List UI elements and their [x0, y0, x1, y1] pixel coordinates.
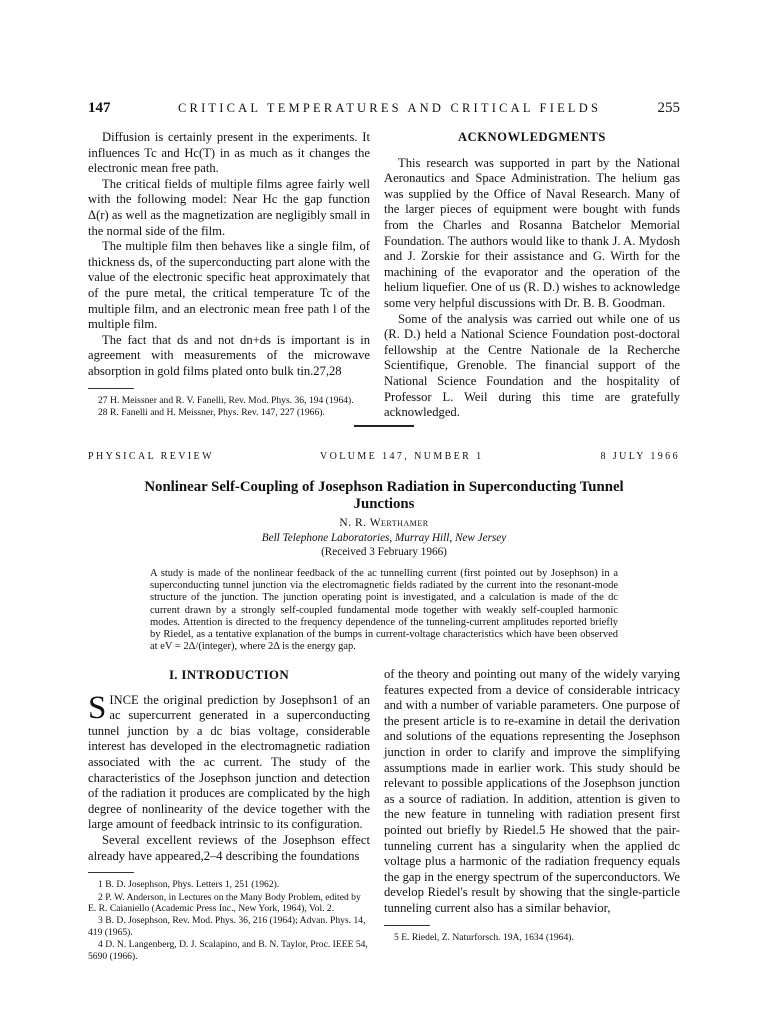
author: N. R. Werthamer [339, 517, 429, 529]
acknowledgments-heading: ACKNOWLEDGMENTS [458, 130, 606, 144]
issue-date: 8 JULY 1966 [600, 451, 680, 462]
footnotes [384, 932, 680, 943]
introduction-heading: I. INTRODUCTION [168, 667, 290, 682]
article-title: Nonlinear Self-Coupling of Josephson Radiation in Superconducting Tunnel Junctions [144, 479, 624, 512]
footnote: 28 R. Fanelli and H. Meissner, Phys. Rev. 147, 227 (1966). [98, 406, 325, 418]
paragraph: Some of the analysis was carried out while one of us (R. D.) held a National Science Foundation post-doctoral fellowship at the Centre Nationale de la Recherche Scientifique, Grenoble. The financial support of the National Science Foundation and the hospitality of Professor L. Weil during this time are gratefully acknowledged. [384, 311, 680, 420]
footnote-divider [384, 925, 430, 926]
abstract: A study is made of the nonlinear feedback of the ac tunnelling current (first pointed out by Josephson) in a superconducting tunnel junction via the electromagnetic fields radiated by the current into the resonant-mode structure of the junction. The junction operating point is investigated, and a calculation is made of the dc current drawn by a strongly self-coupled fundamental mode together with weakly self-coupled harmonic modes. Attention is directed to the frequency dependence of the tunneling-current amplitudes reported briefly by Riedel, as a tentative explanation of the bumps in current-voltage characteristics which have been observed at eV = 2Δ/(integer), where 2Δ is the energy gap. [150, 568, 618, 653]
footnotes [88, 879, 370, 962]
footnote: 2 P. W. Anderson, in Lectures on the Many Body Problem, edited by E. R. Caianiello (Academic Press Inc., New York, 1964), Vol. 2. [88, 891, 361, 914]
paragraph: The multiple film then behaves like a single film, of thickness ds, of the superconducting part alone with the value of the electronic specific heat approximately that of the pure metal, the critical temperature Tc of the multiple film, and an electronic mean free path l of the multiple film. [88, 239, 370, 332]
volume-number: VOLUME 147, NUMBER 1 [320, 451, 484, 462]
footnote: 27 H. Meissner and R. V. Fanelli, Rev. Mod. Phys. 36, 194 (1964). [98, 394, 354, 406]
acknowledgments-section [384, 130, 680, 421]
paragraph: of the theory and pointing out many of the widely varying features expected from a device of considerable intricacy and with a number of variable parameters. One purpose of the present article is to re-examine in detail the derivation and solutions of the equations representing the Josephson junction in order to clarify and improve the simplifying assumptions made in earlier work. This study should be relevant to possible applications of the Josephson junction as a source of radiation. In addition, attention is given to the new feature in tunneling with radiation present first pointed out briefly by Riedel.5 He showed that the pair-tunneling current has a singularity when the applied dc voltage plus a harmonic of the radiation frequency equals the gap in the energy spectrum of the superconductors. We develop Riedel's result by showing that the single-particle tunneling current also has a similar behavior, [384, 667, 680, 915]
footnote: 1 B. D. Josephson, Phys. Letters 1, 251 (1962). [98, 879, 280, 891]
right-page-number: 255 [657, 100, 680, 116]
paragraph [88, 689, 370, 833]
introduction-left-column [88, 667, 370, 963]
running-head-title: CRITICAL TEMPERATURES AND CRITICAL FIELDS [178, 101, 602, 115]
footnote: 5 E. Riedel, Z. Naturforsch. 19A, 1634 (1964). [394, 931, 574, 943]
footnote: 4 D. N. Langenberg, D. J. Scalapino, and B. N. Taylor, Proc. IEEE 54, 5690 (1966). [88, 939, 368, 962]
paragraph-text: INCE the original prediction by Josephson1 of an ac supercurrent generated in a superconducting tunnel junction by a dc bias voltage, considerable interest has developed in the electromagnetic radiation associated with the ac current. The study of the characteristics of the Josephson junction and detection of the radiation it produces are complicated by the high degree of nonlinearity of the device together with the large amount of feedback intrinsic to its configuration. [88, 692, 370, 832]
article-separator [354, 425, 414, 427]
footnote-divider [88, 872, 134, 873]
affiliation: Bell Telephone Laboratories, Murray Hill, New Jersey [261, 532, 507, 544]
footnotes [88, 395, 370, 419]
paragraph: The fact that ds and not dn+ds is important is in agreement with measurements of the microwave absorption in gold films plated onto bulk tin.27,28 [88, 332, 370, 378]
paragraph: Several excellent reviews of the Josephson effect already have appeared,2–4 describing the foundations [88, 832, 370, 863]
paragraph: This research was supported in part by the National Aeronautics and Space Administration. The helium gas was supplied by the Office of Naval Research. Many of the larger pieces of equipment were bought with funds from the Charles and Rosanna Batchelor Memorial Foundation. The authors would like to thank J. A. Mydosh and J. Zorskie for their assistance and G. Wirth for the machining of the evaporator and the operation of the helium liquefier. One of us (R. D.) wishes to acknowledge some very helpful discussions with Dr. B. B. Goodman. [384, 155, 680, 310]
previous-article-conclusion [88, 130, 370, 419]
introduction-right-column [384, 667, 680, 944]
paragraph: The critical fields of multiple films agree fairly well with the following model: Near Hc the gap function Δ(r) as well as the magnetization are negligibly small in the normal side of the film. [88, 176, 370, 238]
journal-line [88, 451, 680, 467]
journal-name: PHYSICAL REVIEW [88, 451, 214, 462]
footnote: 3 B. D. Josephson, Rev. Mod. Phys. 36, 216 (1964); Advan. Phys. 14, 419 (1965). [88, 915, 366, 938]
received-date: (Received 3 February 1966) [321, 546, 447, 558]
left-page-number: 147 [88, 100, 111, 116]
drop-cap: S [88, 689, 107, 726]
running-head [88, 100, 680, 120]
paragraph: Diffusion is certainly present in the experiments. It influences Tc and Hc(T) in as much as it changes the electronic mean free path. [88, 130, 370, 176]
footnote-divider [88, 388, 134, 389]
